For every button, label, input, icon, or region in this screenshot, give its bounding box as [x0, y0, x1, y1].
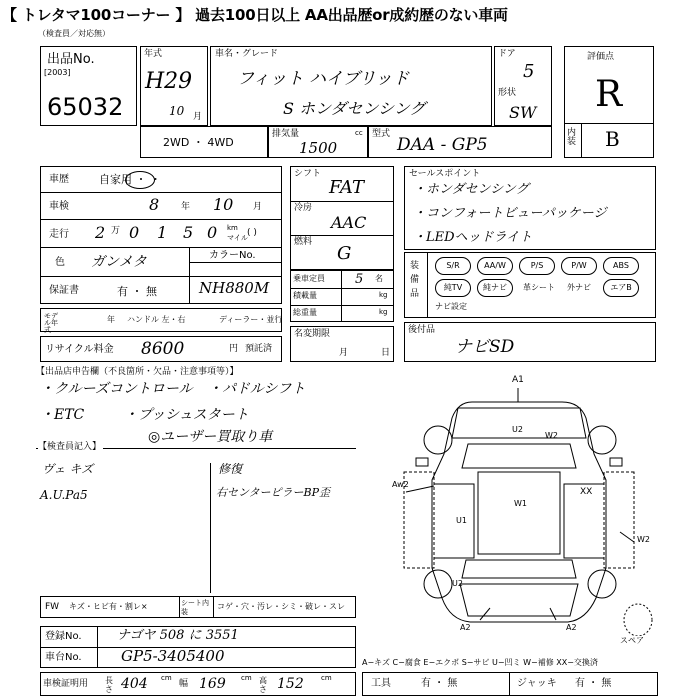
- car-windshield: [462, 444, 576, 468]
- doors-label: ドア: [498, 49, 516, 59]
- aftermarket-box: [404, 322, 656, 362]
- header-title: 【 トレタマ100コーナー 】 過去100日以上 AA出品歴or成約歴のない車両: [2, 6, 508, 24]
- inspector-item: 修復: [218, 462, 243, 476]
- inspection-year-unit: 年: [181, 202, 191, 212]
- sheet-label: シート内装: [181, 599, 209, 616]
- mileage-label: 走行: [49, 229, 69, 240]
- year-value: H29: [145, 69, 193, 94]
- mark-u2-top: U2: [512, 425, 523, 434]
- sales-points-box: [404, 166, 656, 250]
- tools-box: [362, 672, 658, 696]
- spare-label: スペア: [620, 636, 644, 645]
- mark-aw2-left: Aw2: [392, 480, 409, 489]
- year-month-unit: 月: [193, 112, 203, 122]
- shift-value: FAT: [329, 177, 364, 198]
- mileage-paren: ( ): [247, 228, 257, 238]
- color-label: 色: [55, 257, 65, 268]
- mark-a1: A1: [512, 375, 524, 385]
- wheel-rear-right: [588, 570, 616, 598]
- model-year-unit: 年: [107, 315, 115, 324]
- equipment-leather: 革シート: [523, 283, 555, 292]
- notes-label: 【出品店申告欄（不良箇所・欠品・注意事項等）】: [36, 367, 239, 377]
- name-line2: S ホンダセンシング: [283, 99, 426, 118]
- displacement-box: [268, 126, 368, 158]
- name-box: [210, 46, 492, 126]
- car-roof: [478, 472, 560, 554]
- mileage-man: 2: [95, 223, 106, 242]
- aftermarket-label: 後付品: [408, 325, 436, 335]
- damage-legend: A−キズ C−腐食 E−エクボ S−サビ U−凹ミ W−補修 XX−交換済: [362, 658, 598, 667]
- name-line1: フィット ハイブリッド: [237, 69, 410, 89]
- model-year-label: モデル年式: [44, 312, 58, 334]
- inspector-box: [36, 442, 356, 592]
- name-change-label: 名変期限: [294, 329, 331, 339]
- grade-box: [564, 46, 654, 158]
- doors-box: [494, 46, 552, 126]
- car-body-outline: [432, 402, 606, 622]
- name-label: 車名・グレード: [215, 49, 279, 59]
- cert-box: [40, 672, 356, 696]
- weight-label: 総重量: [293, 308, 317, 317]
- warranty-value: 有 ・ 無: [117, 285, 157, 298]
- fw-label: FW: [45, 602, 60, 612]
- grade-value: R: [595, 74, 623, 115]
- equipment-ext-navi: 外ナビ: [567, 283, 591, 292]
- cert-unit-1: cm: [161, 674, 172, 682]
- displacement-label: 排気量: [272, 129, 300, 139]
- interior-value: B: [605, 127, 620, 151]
- inspection-month: 10: [213, 195, 234, 214]
- mark-w2-right: W2: [637, 535, 650, 544]
- equipment-label: 装備品: [410, 261, 420, 299]
- inspection-month-unit: 月: [253, 202, 263, 212]
- name-change-day: 日: [381, 348, 391, 358]
- capacity-value: 5: [355, 272, 364, 287]
- inspection-label: 車検: [49, 201, 69, 212]
- fuel-value: G: [337, 243, 352, 264]
- mileage-man-unit: 万: [111, 226, 121, 236]
- mark-u2-bottom: U2: [452, 579, 463, 588]
- note-item: ・クルーズコントロール: [40, 381, 193, 397]
- jack-value: 有 ・ 無: [575, 678, 612, 689]
- drive-label: 2WD ・ 4WD: [163, 136, 234, 149]
- registration-value: ナゴヤ 508 に 3551: [117, 628, 239, 643]
- tools-label: 工具: [371, 678, 391, 689]
- equipment-pw: P/W: [561, 257, 597, 275]
- mileage-digit-4: 0: [207, 223, 218, 242]
- lot-number: 65032: [47, 93, 124, 121]
- mark-w2-top: W2: [545, 431, 558, 440]
- inspection-year: 8: [149, 195, 160, 214]
- history-label: 車歴: [49, 174, 69, 185]
- car-right-side-panel: [604, 472, 634, 568]
- fuel-label: 燃料: [294, 237, 313, 247]
- equipment-navi-setting: ナビ設定: [435, 302, 467, 311]
- cert-height: 152: [277, 676, 304, 692]
- cert-unit-3: cm: [321, 674, 332, 682]
- mileage-digit-2: 1: [157, 223, 168, 242]
- recycle-note: 預託済: [245, 344, 273, 354]
- equipment-navi: 純ナビ: [477, 279, 513, 297]
- model-value: DAA - GP5: [397, 135, 488, 155]
- cert-length-label: 長さ: [105, 676, 113, 694]
- equipment-tv: 純TV: [435, 279, 471, 297]
- spare-tire: [624, 604, 652, 636]
- car-left-doors: [434, 484, 474, 558]
- wheel-rear-left: [424, 570, 452, 598]
- equipment-sr: S/R: [435, 257, 471, 275]
- year-box: [140, 46, 208, 126]
- recycle-label: リサイクル料金: [45, 344, 114, 355]
- name-change-box: [290, 326, 394, 362]
- mark-u1: U1: [456, 516, 467, 525]
- mark-xx: XX: [580, 487, 593, 497]
- lot-tag: [2003]: [44, 68, 71, 77]
- chassis-label: 車台No.: [45, 652, 82, 663]
- mileage-digit-3: 5: [183, 223, 194, 242]
- weight-unit: kg: [379, 308, 388, 316]
- note-item: ・ETC: [40, 407, 85, 423]
- mirror-left: [416, 458, 428, 466]
- capacity-label: 乗車定員: [293, 274, 325, 283]
- inspector-item: A.U.Pa5: [40, 488, 88, 502]
- ac-label: 冷房: [294, 203, 313, 213]
- color-value: ガンメタ: [91, 254, 147, 270]
- sheet-defects: コゲ・穴・汚レ・シミ・破レ・スレ: [217, 602, 345, 611]
- model-year-box: [40, 308, 282, 332]
- car-rear-window: [462, 560, 576, 578]
- cert-width-label: 幅: [179, 679, 189, 689]
- displacement-value: 1500: [299, 139, 338, 157]
- capacity-table: [290, 270, 394, 322]
- color-code-value: NH880M: [199, 279, 270, 297]
- equipment-aaw: AA/W: [477, 257, 513, 275]
- registration-table: [40, 626, 356, 668]
- mark-a2-left: A2: [460, 623, 471, 632]
- model-label: 型式: [372, 129, 391, 139]
- equipment-airbag: エアB: [603, 279, 639, 297]
- mileage-digit-1: 0: [129, 223, 140, 242]
- history-value: 自家用 ・ ・: [99, 173, 161, 186]
- load-unit: kg: [379, 291, 388, 299]
- warranty-label: 保証書: [49, 285, 79, 296]
- left-info-table: [40, 166, 282, 304]
- mark-w1: W1: [514, 499, 527, 508]
- recycle-box: [40, 336, 282, 362]
- cert-label: 車検証明用: [43, 679, 89, 689]
- tools-value: 有 ・ 無: [421, 678, 458, 689]
- jack-label: ジャッキ: [517, 678, 557, 689]
- inspector-item: ヴェ キズ: [42, 462, 94, 476]
- load-label: 積載量: [293, 291, 317, 300]
- lot-box: [40, 46, 137, 126]
- recycle-value: 8600: [141, 339, 185, 359]
- equipment-ps: P/S: [519, 257, 555, 275]
- registration-label: 登録No.: [45, 631, 82, 642]
- recycle-unit: 円: [229, 344, 239, 354]
- doors-value: 5: [523, 61, 535, 82]
- equipment-abs: ABS: [603, 257, 639, 275]
- lot-label: 出品No.: [47, 52, 95, 67]
- ac-value: AAC: [331, 213, 367, 232]
- mileage-unit-top: km: [227, 224, 238, 232]
- aftermarket-value: ナビSD: [455, 337, 515, 357]
- history-circle: [125, 171, 155, 189]
- note-item: ・パドルシフト: [208, 381, 306, 397]
- fw-box: [40, 596, 356, 618]
- mark-a2-right: A2: [566, 623, 577, 632]
- sales-point-item: ・コンフォートビューパッケージ: [413, 206, 607, 221]
- cert-unit-2: cm: [241, 674, 252, 682]
- cert-width: 169: [199, 676, 226, 692]
- note-item: ・プッシュスタート: [124, 407, 249, 423]
- wheel-front-right: [588, 426, 616, 454]
- shape-value: SW: [509, 103, 537, 122]
- inspector-item: 右センターピラーBP歪: [216, 486, 331, 499]
- capacity-unit: 名: [375, 274, 383, 283]
- wheel-front-left: [424, 426, 452, 454]
- car-trunk: [460, 584, 578, 616]
- sales-point-item: ・ホンダセンシング: [413, 182, 529, 197]
- sales-points-label: セールスポイント: [409, 169, 481, 179]
- cert-height-label: 高さ: [259, 676, 267, 694]
- displacement-unit: cc: [355, 129, 363, 137]
- interior-label: 内装: [567, 128, 577, 147]
- model-year-dealer: ディーラー・並行: [219, 315, 283, 324]
- grade-label: 評価点: [587, 52, 615, 62]
- fw-items: キズ・ヒビ有・割レ×: [69, 602, 148, 611]
- year-month: 10: [169, 104, 185, 118]
- middle-spec-table: [290, 166, 394, 270]
- sales-point-item: ・LEDヘッドライト: [413, 230, 533, 245]
- drive-box: [140, 126, 268, 158]
- color-code-label: カラーNo.: [209, 250, 256, 261]
- name-change-month: 月: [339, 348, 349, 358]
- model-box: [368, 126, 552, 158]
- car-damage-diagram: [380, 372, 680, 636]
- year-label: 年式: [144, 49, 163, 59]
- chassis-value: GP5-3405400: [121, 647, 225, 665]
- shape-label: 形状: [498, 88, 517, 98]
- header-subtitle: （検査員／対応無）: [38, 29, 110, 38]
- cert-length: 404: [121, 676, 148, 692]
- note-item: ◎ユーザー買取り車: [148, 429, 273, 445]
- shift-label: シフト: [294, 169, 322, 179]
- model-year-handle: ハンドル 左・右: [127, 315, 186, 324]
- equipment-box: [404, 252, 656, 318]
- inspector-label: 【検査員記入】: [38, 442, 102, 452]
- mirror-right: [610, 458, 622, 466]
- mileage-unit-bottom: マイル: [227, 234, 248, 242]
